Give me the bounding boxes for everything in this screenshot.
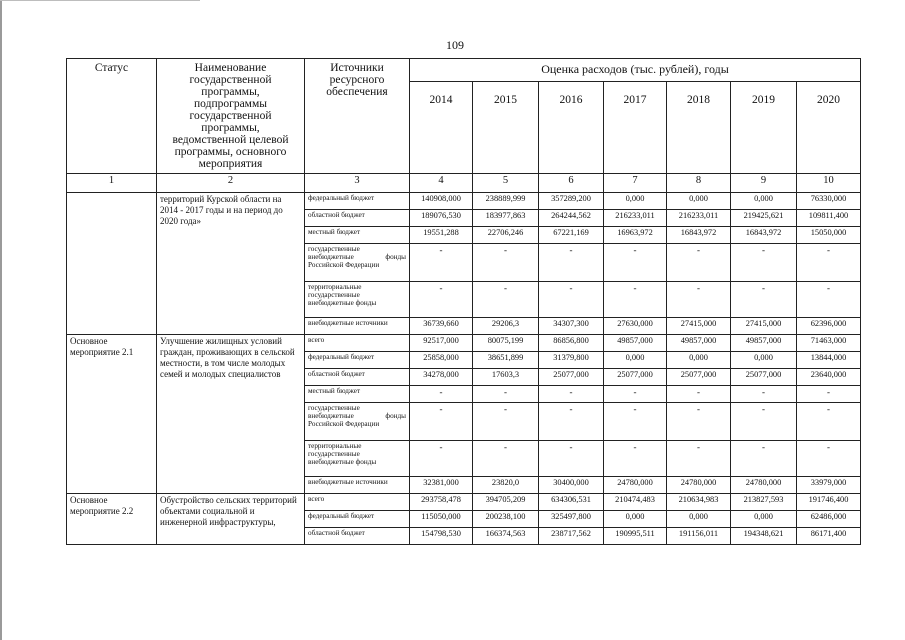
row-value: 30400,000 xyxy=(539,477,604,494)
row-source: местный бюджет xyxy=(305,227,410,244)
row-value: 191746,400 xyxy=(797,494,861,511)
page-number: 109 xyxy=(446,38,464,52)
row-source: всего xyxy=(305,335,410,352)
row-value: 0,000 xyxy=(731,511,797,528)
header-year: 2018 xyxy=(667,81,731,173)
row-value: 109811,400 xyxy=(797,210,861,227)
row-value: 80075,199 xyxy=(473,335,539,352)
row-value: - xyxy=(731,244,797,282)
table-row xyxy=(67,494,861,511)
row-value: 27415,000 xyxy=(667,318,731,335)
row-value: 36739,660 xyxy=(410,318,473,335)
row-value: - xyxy=(604,244,667,282)
row-value: 0,000 xyxy=(667,352,731,369)
row-value: 191156,011 xyxy=(667,528,731,545)
row-value: 115050,000 xyxy=(410,511,473,528)
scan-edge xyxy=(0,0,2,640)
row-value: 166374,563 xyxy=(473,528,539,545)
header-year: 2016 xyxy=(539,81,604,173)
header-year: 2014 xyxy=(410,81,473,173)
row-value: 140908,000 xyxy=(410,193,473,210)
table-row xyxy=(67,335,861,352)
row-value: 25077,000 xyxy=(667,369,731,386)
row-value: 15050,000 xyxy=(797,227,861,244)
header-status: Статус xyxy=(67,59,157,174)
row-value: 27415,000 xyxy=(731,318,797,335)
row-value: 31379,800 xyxy=(539,352,604,369)
row-value: 29206,3 xyxy=(473,318,539,335)
row-value: 194348,621 xyxy=(731,528,797,545)
row-value: 154798,530 xyxy=(410,528,473,545)
row-value: 0,000 xyxy=(667,193,731,210)
row-value: 24780,000 xyxy=(667,477,731,494)
column-number: 2 xyxy=(157,174,305,193)
row-value: 238889,999 xyxy=(473,193,539,210)
column-number: 6 xyxy=(539,174,604,193)
row-value: - xyxy=(539,282,604,318)
row-value: - xyxy=(731,441,797,477)
row-value: 0,000 xyxy=(667,511,731,528)
row-value: - xyxy=(473,244,539,282)
row-value: - xyxy=(731,403,797,441)
row-source: внебюджетные источники xyxy=(305,477,410,494)
row-value: 19551,288 xyxy=(410,227,473,244)
row-value: 264244,562 xyxy=(539,210,604,227)
row-value: 67221,169 xyxy=(539,227,604,244)
row-value: 24780,000 xyxy=(604,477,667,494)
row-value: - xyxy=(667,441,731,477)
row-status xyxy=(67,193,157,335)
row-source: государственные внебюджетные фонды Российской Федерации xyxy=(305,244,410,282)
row-value: 13844,000 xyxy=(797,352,861,369)
column-number: 5 xyxy=(473,174,539,193)
row-value: 16843,972 xyxy=(731,227,797,244)
row-status: Основное мероприятие 2.2 xyxy=(67,494,157,545)
row-value: 189076,530 xyxy=(410,210,473,227)
row-value: 34307,300 xyxy=(539,318,604,335)
row-value: - xyxy=(410,441,473,477)
row-value: 86856,800 xyxy=(539,335,604,352)
row-value: 190995,511 xyxy=(604,528,667,545)
budget-table xyxy=(66,58,861,545)
row-value: 38651,899 xyxy=(473,352,539,369)
header-year: 2019 xyxy=(731,81,797,173)
row-value: 25077,000 xyxy=(539,369,604,386)
row-value: - xyxy=(410,403,473,441)
row-value: 0,000 xyxy=(604,193,667,210)
row-source: всего xyxy=(305,494,410,511)
row-source: местный бюджет xyxy=(305,386,410,403)
header-program-name: Наименование государственной программы, подпрограммы государственной программы, ведомственной целевой программы, основного мероприятия xyxy=(157,59,305,174)
row-value: 24780,000 xyxy=(731,477,797,494)
row-value: 216233,011 xyxy=(667,210,731,227)
row-value: 238717,562 xyxy=(539,528,604,545)
row-value: 25077,000 xyxy=(731,369,797,386)
row-value: 76330,000 xyxy=(797,193,861,210)
row-value: - xyxy=(667,282,731,318)
row-value: 71463,000 xyxy=(797,335,861,352)
header-sources: Источники ресурсного обеспечения xyxy=(305,59,410,174)
row-program-name: Улучшение жилищных условий граждан, проживающих в сельской местности, в том числе молодых семей и молодых специалистов xyxy=(157,335,305,494)
row-value: - xyxy=(473,282,539,318)
row-value: 33979,000 xyxy=(797,477,861,494)
row-value: - xyxy=(797,386,861,403)
row-source: территориальные государственные внебюджетные фонды xyxy=(305,282,410,318)
row-value: - xyxy=(473,403,539,441)
row-value: - xyxy=(539,441,604,477)
column-number: 7 xyxy=(604,174,667,193)
row-value: - xyxy=(797,282,861,318)
row-value: 16843,972 xyxy=(667,227,731,244)
row-value: 219425,621 xyxy=(731,210,797,227)
row-value: 634306,531 xyxy=(539,494,604,511)
row-value: 23640,000 xyxy=(797,369,861,386)
row-value: - xyxy=(539,244,604,282)
row-value: 32381,000 xyxy=(410,477,473,494)
row-value: - xyxy=(410,282,473,318)
row-value: 293758,478 xyxy=(410,494,473,511)
row-value: - xyxy=(604,441,667,477)
column-number: 1 xyxy=(67,174,157,193)
row-value: - xyxy=(797,244,861,282)
column-number: 8 xyxy=(667,174,731,193)
row-value: - xyxy=(667,386,731,403)
row-value: 62486,000 xyxy=(797,511,861,528)
row-source: областной бюджет xyxy=(305,369,410,386)
row-value: - xyxy=(604,386,667,403)
row-source: федеральный бюджет xyxy=(305,352,410,369)
row-value: - xyxy=(604,282,667,318)
row-value: 23820,0 xyxy=(473,477,539,494)
row-source: государственные внебюджетные фонды Российской Федерации xyxy=(305,403,410,441)
column-number: 3 xyxy=(305,174,410,193)
row-value: 200238,100 xyxy=(473,511,539,528)
row-value: 213827,593 xyxy=(731,494,797,511)
header-estimate: Оценка расходов (тыс. рублей), годы xyxy=(410,59,861,82)
row-source: областной бюджет xyxy=(305,210,410,227)
row-value: - xyxy=(667,244,731,282)
row-value: - xyxy=(731,282,797,318)
row-value: - xyxy=(410,244,473,282)
column-number: 10 xyxy=(797,174,861,193)
row-value: 0,000 xyxy=(731,193,797,210)
row-value: - xyxy=(604,403,667,441)
column-number: 4 xyxy=(410,174,473,193)
row-source: территориальные государственные внебюджетные фонды xyxy=(305,441,410,477)
row-value: - xyxy=(539,386,604,403)
row-value: 25077,000 xyxy=(604,369,667,386)
row-value: - xyxy=(731,386,797,403)
row-value: 27630,000 xyxy=(604,318,667,335)
row-value: 49857,000 xyxy=(731,335,797,352)
row-value: 22706,246 xyxy=(473,227,539,244)
table-row xyxy=(67,193,861,210)
row-value: - xyxy=(797,441,861,477)
row-value: 25858,000 xyxy=(410,352,473,369)
row-value: 216233,011 xyxy=(604,210,667,227)
row-value: 34278,000 xyxy=(410,369,473,386)
row-value: - xyxy=(410,386,473,403)
row-value: 16963,972 xyxy=(604,227,667,244)
row-value: - xyxy=(473,386,539,403)
scan-edge-top xyxy=(0,0,200,1)
row-value: 325497,800 xyxy=(539,511,604,528)
row-value: - xyxy=(473,441,539,477)
row-program-name: Обустройство сельских территорий объектами социальной и инженерной инфраструктуры, xyxy=(157,494,305,545)
row-program-name: территорий Курской области на 2014 - 2017 годы и на период до 2020 года» xyxy=(157,193,305,335)
row-value: 49857,000 xyxy=(667,335,731,352)
row-value: 49857,000 xyxy=(604,335,667,352)
header-year: 2017 xyxy=(604,81,667,173)
row-source: внебюджетные источники xyxy=(305,318,410,335)
row-value: 394705,209 xyxy=(473,494,539,511)
row-value: 183977,863 xyxy=(473,210,539,227)
row-source: областной бюджет xyxy=(305,528,410,545)
row-value: - xyxy=(539,403,604,441)
row-value: 17603,3 xyxy=(473,369,539,386)
row-value: 92517,000 xyxy=(410,335,473,352)
row-value: 0,000 xyxy=(604,352,667,369)
row-value: - xyxy=(797,403,861,441)
row-value: - xyxy=(667,403,731,441)
row-source: федеральный бюджет xyxy=(305,511,410,528)
column-number: 9 xyxy=(731,174,797,193)
row-value: 357289,200 xyxy=(539,193,604,210)
row-value: 0,000 xyxy=(604,511,667,528)
row-value: 86171,400 xyxy=(797,528,861,545)
header-year: 2015 xyxy=(473,81,539,173)
row-source: федеральный бюджет xyxy=(305,193,410,210)
row-status: Основное мероприятие 2.1 xyxy=(67,335,157,494)
row-value: 210634,983 xyxy=(667,494,731,511)
row-value: 0,000 xyxy=(731,352,797,369)
row-value: 62396,000 xyxy=(797,318,861,335)
header-year: 2020 xyxy=(797,81,861,173)
row-value: 210474,483 xyxy=(604,494,667,511)
